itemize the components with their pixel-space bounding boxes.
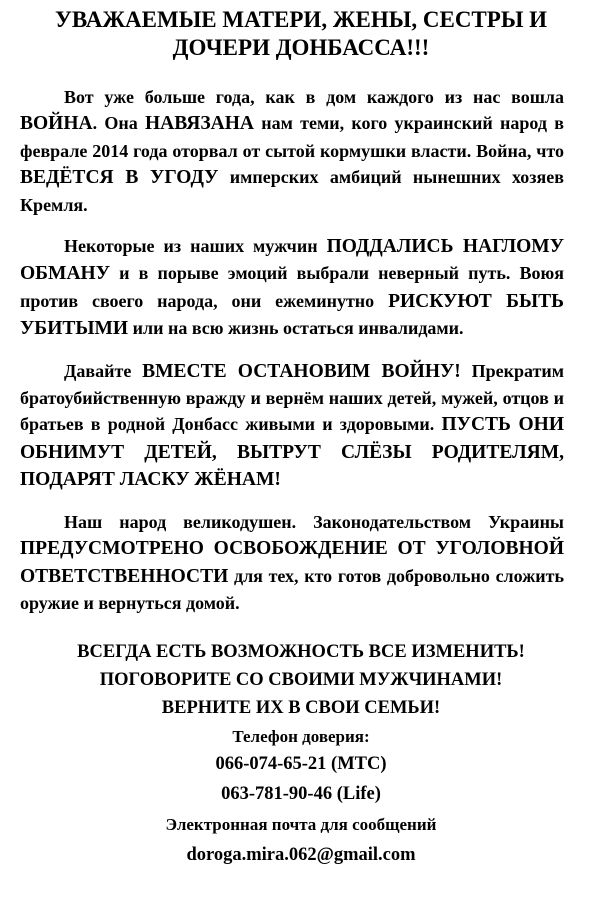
emphasized-text: РИСКУЮТ БЫТЬ УБИТЫМИ: [20, 290, 565, 340]
paragraph-3: [20, 358, 564, 494]
title-line-2: ДОЧЕРИ ДОНБАССА!!!: [172, 35, 430, 60]
emphasized-text: ПРЕДУСМОТРЕНО ОСВОБОЖДЕНИЕ ОТ УГОЛОВНОЙ ОТВЕТСТВЕННОСТИ: [20, 538, 564, 587]
paragraph-text: Некоторые из наших мужчин: [64, 236, 327, 257]
paragraph-text: Вот уже больше года, как в дом каждого из нас вошла: [64, 87, 564, 107]
paragraph-text: Прекратим братоубийственную вражду и вернём наших детей, мужей, отцов и братьев в родной Донбасс живыми и здоровыми.: [20, 360, 564, 435]
emphasized-text: ПУСТЬ ОНИ ОБНИМУТ ДЕТЕЙ, ВЫТРУТ СЛЁЗЫ РОДИТЕЛЯМ, ПОДАРЯТ ЛАСКУ ЖЁНАМ!: [20, 414, 565, 491]
paragraph-text: имперских амбиций нынешних хозяев Кремля.: [20, 167, 564, 215]
appeal-line-2: ПОГОВОРИТЕ СО СВОИМИ МУЖЧИНАМИ!: [99, 670, 503, 691]
appeal-line-1: ВСЕГДА ЕСТЬ ВОЗМОЖНОСТЬ ВСЕ ИЗМЕНИТЬ!: [77, 642, 525, 663]
emphasized-text: ВОЙНА: [20, 113, 93, 135]
hotline-label: Телефон доверия:: [232, 727, 370, 747]
paragraph-text: нам теми, кого украинский народ в феврале 2014 года оторвал от сытой кормушки власти. Война, что: [20, 113, 565, 161]
email-address[interactable]: doroga.mira.062@gmail.com: [186, 845, 416, 866]
appeal-line-3: ВЕРНИТЕ ИХ В СВОИ СЕМЬИ!: [161, 698, 441, 719]
emphasized-text: ВМЕСТЕ ОСТАНОВИМ ВОЙНУ!: [142, 360, 461, 382]
appeal-block: [20, 638, 564, 722]
paragraph-text: . Она: [92, 113, 146, 134]
paragraph-4: [20, 509, 564, 617]
paragraph-text: и в порыве эмоций выбрали неверный путь. Воюя против своего народа, они ежеминутно: [20, 263, 564, 311]
email-label: Электронная почта для сообщений: [165, 815, 437, 835]
phone-number-mts[interactable]: 066-074-65-21 (МТС): [215, 754, 387, 775]
emphasized-text: ВЕДЁТСЯ В УГОДУ: [20, 167, 219, 189]
paragraph-1: [20, 84, 564, 218]
title-line-1: УВАЖАЕМЫЕ МАТЕРИ, ЖЕНЫ, СЕСТРЫ И: [54, 7, 548, 32]
page-title: [20, 6, 564, 62]
body-text: [20, 84, 564, 616]
phone-number-life[interactable]: 063-781-90-46 (Life): [221, 784, 381, 805]
paragraph-text: Давайте: [64, 360, 143, 381]
paragraph-2: [20, 233, 564, 343]
paragraph-text: Наш народ великодушен. Законодательством Украины: [64, 511, 564, 532]
emphasized-text: НАВЯЗАНА: [145, 113, 255, 135]
paragraph-text: для тех, кто готов добровольно сложить оружие и вернуться домой.: [20, 565, 564, 613]
emphasized-text: ПОДДАЛИСЬ НАГЛОМУ ОБМАНУ: [20, 236, 565, 285]
paragraph-text: или на всю жизнь остаться инвалидами.: [128, 318, 464, 339]
